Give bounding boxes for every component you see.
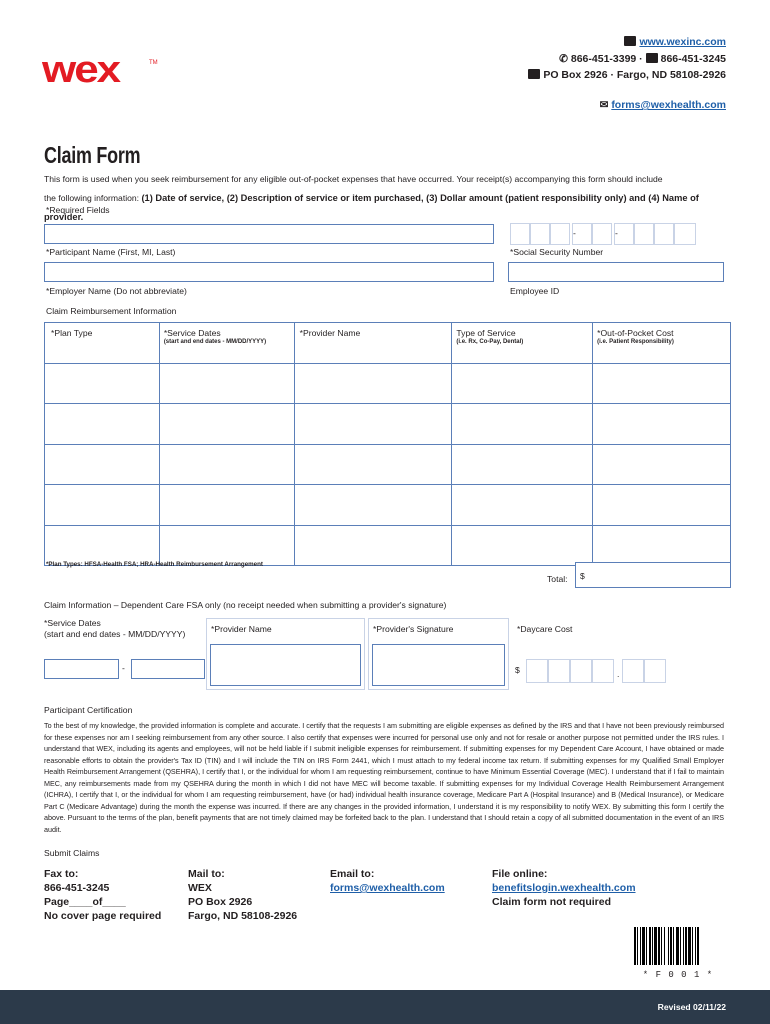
address: PO Box 2926 · Fargo, ND 58108-2926 bbox=[543, 69, 726, 81]
dc-provider-name-box: *Provider Name bbox=[206, 618, 365, 690]
barcode-text: * F 0 0 1 * bbox=[642, 970, 714, 980]
footer-bar bbox=[0, 990, 770, 1024]
submit-mail: Mail to: WEX PO Box 2926 Fargo, ND 58108-2926 bbox=[188, 868, 298, 922]
fax-icon bbox=[646, 53, 658, 63]
email-link[interactable]: forms@wexhealth.com bbox=[611, 99, 726, 111]
out-of-pocket-cost-header: *Out-of-Pocket Cost (i.e. Patient Responsibility) bbox=[593, 323, 731, 364]
plan-type-cell[interactable] bbox=[45, 444, 160, 485]
svg-text:TM: TM bbox=[149, 60, 158, 66]
table-row bbox=[45, 444, 731, 485]
plan-type-cell[interactable] bbox=[45, 404, 160, 445]
total-field[interactable] bbox=[575, 562, 731, 588]
fax-page-count: Page____of____ bbox=[44, 896, 126, 908]
type-of-service-cell[interactable] bbox=[452, 363, 593, 404]
page-title: Claim Form bbox=[44, 142, 141, 168]
website-line bbox=[624, 36, 726, 48]
dc-daycare-cost-field[interactable]: $ . bbox=[510, 659, 724, 683]
required-fields-note: *Required Fields bbox=[46, 205, 110, 215]
plan-type-cell[interactable] bbox=[45, 363, 160, 404]
plan-type-cell[interactable] bbox=[45, 485, 160, 526]
service-dates-header: *Service Dates (start and end dates - MM/DD/YYYY) bbox=[159, 323, 294, 364]
employee-id-field[interactable] bbox=[508, 262, 724, 282]
svg-text:wex: wex bbox=[42, 50, 120, 91]
cost-cell[interactable] bbox=[593, 444, 731, 485]
ssn-field[interactable]: - - bbox=[510, 223, 696, 245]
intro-text: This form is used when you seek reimbursement for any eligible out-of-pocket expenses that have occurred. Your receipt(s) accompanying this form should include the following information: (1) Date of service, (2) Description of service or item purchased, (3) Dollar amount (patient responsibility only) and (4) Name of provider. bbox=[44, 174, 699, 222]
total-label: Total: bbox=[547, 574, 568, 584]
dc-end-date-field[interactable] bbox=[131, 659, 205, 679]
table-row bbox=[45, 485, 731, 526]
type-of-service-cell[interactable] bbox=[452, 485, 593, 526]
dependent-care-title: Claim Information – Dependent Care FSA only (no receipt needed when submitting a provider's signature) bbox=[44, 600, 447, 610]
participant-name-label: *Participant Name (First, MI, Last) bbox=[46, 247, 176, 257]
provider-name-cell[interactable] bbox=[294, 404, 452, 445]
phone-number: 866-451-3399 bbox=[570, 53, 637, 65]
provider-name-header: *Provider Name bbox=[294, 323, 452, 364]
revised-date: Revised 02/11/22 bbox=[657, 1002, 726, 1012]
provider-name-cell[interactable] bbox=[294, 525, 452, 566]
email-line bbox=[600, 99, 726, 111]
provider-name-cell[interactable] bbox=[294, 444, 452, 485]
cost-cell[interactable] bbox=[593, 404, 731, 445]
reimbursement-section-title: Claim Reimbursement Information bbox=[46, 306, 177, 316]
cost-cell[interactable] bbox=[593, 485, 731, 526]
dc-provider-signature-field[interactable] bbox=[372, 644, 505, 686]
plan-type-cell[interactable] bbox=[45, 525, 160, 566]
barcode bbox=[634, 927, 722, 980]
dc-service-dates-label: *Service Dates (start and end dates - MM/DD/YYYY) bbox=[44, 618, 186, 639]
provider-name-cell[interactable] bbox=[294, 485, 452, 526]
plan-type-header: *Plan Type bbox=[45, 323, 160, 364]
type-of-service-cell[interactable] bbox=[452, 404, 593, 445]
type-of-service-cell[interactable] bbox=[452, 444, 593, 485]
service-dates-cell[interactable] bbox=[159, 525, 294, 566]
type-of-service-cell[interactable] bbox=[452, 525, 593, 566]
type-of-service-header: Type of Service (i.e. Rx, Co-Pay, Dental) bbox=[452, 323, 593, 364]
dc-start-date-field[interactable] bbox=[44, 659, 119, 679]
submit-email-link[interactable]: forms@wexhealth.com bbox=[330, 882, 445, 894]
ssn-label: *Social Security Number bbox=[510, 247, 604, 257]
intro-requirements: (1) Date of service, (2) Description of service or item purchased, (3) Dollar amount (patient responsibility only) and (4) Name of provider. bbox=[44, 193, 699, 222]
address-line bbox=[528, 69, 726, 81]
service-dates-cell[interactable] bbox=[159, 444, 294, 485]
wex-logo bbox=[42, 50, 162, 92]
claims-table bbox=[44, 322, 731, 566]
dc-provider-name-field[interactable] bbox=[210, 644, 361, 686]
provider-name-cell[interactable] bbox=[294, 363, 452, 404]
table-row bbox=[45, 363, 731, 404]
employer-name-label: *Employer Name (Do not abbreviate) bbox=[46, 286, 187, 296]
submit-claims-title: Submit Claims bbox=[44, 848, 100, 858]
employee-id-label: Employee ID bbox=[510, 286, 560, 296]
certification-title: Participant Certification bbox=[44, 705, 133, 715]
cost-cell[interactable] bbox=[593, 525, 731, 566]
plan-types-note: *Plan Types: HFSA-Health FSA; HRA-Health Reimbursement Arrangement bbox=[46, 561, 263, 568]
employer-name-field[interactable] bbox=[44, 262, 494, 282]
submit-email: Email to: forms@wexhealth.com bbox=[330, 868, 445, 894]
service-dates-cell[interactable] bbox=[159, 404, 294, 445]
phone-icon: ✆ bbox=[559, 53, 568, 65]
certification-text: To the best of my knowledge, the provided information is complete and accurate. I certify that the requests I am submitting are eligible expenses as defined by the IRS and that I have not been previously reimbursed for these expenses nor am I seeking reimbursement from any other source. I also certify that expenses were incurred for personal use only and not for resale or another purpose not permitted under the IRS rules. I understand that WEX, including its agents and employees, will not be held liable if I submit ineligible expenses for reimbursement. If submitting expenses for my Dependent Care Account, I have obtained or made reasonable efforts to obtain the provider's Tax ID (TIN) and I will include the TIN on IRS Form 2441, which I must attach to my federal income tax return. If submitting expenses for my Qualified Small Employer Health Reimbursement Arrangement (QSEHRA), I certify that I, or the individual for whom I am requesting reimbursement, continue to have Minimum Essential Coverage (MEC). I understand that if I fail to maintain MEC, any reimbursements made from my QSEHRA during the month in which I did not have MEC will become taxable. If submitting expenses for my Individual Coverage Health Reimbursement Arrangement (ICHRA), I certify that I, or the individual for whom I am requesting reimbursement, have (or had) individual health insurance coverage, Medicare Part A (Hospital Insurance) and B (Medical Insurance), or Medicare Part C (Medicare Advantage) during the month the expense was incurred. If there are any changes in the provided information, I understand it is my responsibility to notify WEX. By submitting this form I certify the above. Pursuant to the terms of the plan, benefit payments that are not timely claimed may be forfeited back to the plan. I understand that I should retain a copy of all submitted documentation in the event of an IRS audit. bbox=[44, 721, 724, 834]
envelope-icon: ✉ bbox=[599, 99, 609, 111]
computer-icon bbox=[624, 36, 636, 46]
mailbox-icon bbox=[528, 69, 540, 79]
submit-online: File online: benefitslogin.wexhealth.com Claim form not required bbox=[492, 868, 636, 908]
submit-fax: Fax to: 866-451-3245 Page____of____ No cover page required bbox=[44, 868, 162, 922]
table-row bbox=[45, 404, 731, 445]
dc-signature-box: *Provider's Signature bbox=[368, 618, 509, 690]
service-dates-cell[interactable] bbox=[159, 363, 294, 404]
submit-online-link[interactable]: benefitslogin.wexhealth.com bbox=[492, 882, 636, 894]
service-dates-cell[interactable] bbox=[159, 485, 294, 526]
phone-fax-line: ✆ 866-451-3399 · 866-451-3245 bbox=[559, 53, 726, 65]
dc-daycare-cost-label: *Daycare Cost bbox=[517, 624, 573, 634]
website-link[interactable]: www.wexinc.com bbox=[639, 36, 726, 48]
table-row bbox=[45, 525, 731, 566]
cost-cell[interactable] bbox=[593, 363, 731, 404]
participant-name-field[interactable] bbox=[44, 224, 494, 244]
fax-number: 866-451-3245 bbox=[44, 882, 110, 894]
total-currency: $ bbox=[580, 571, 585, 581]
fax-number: 866-451-3245 bbox=[660, 53, 726, 65]
